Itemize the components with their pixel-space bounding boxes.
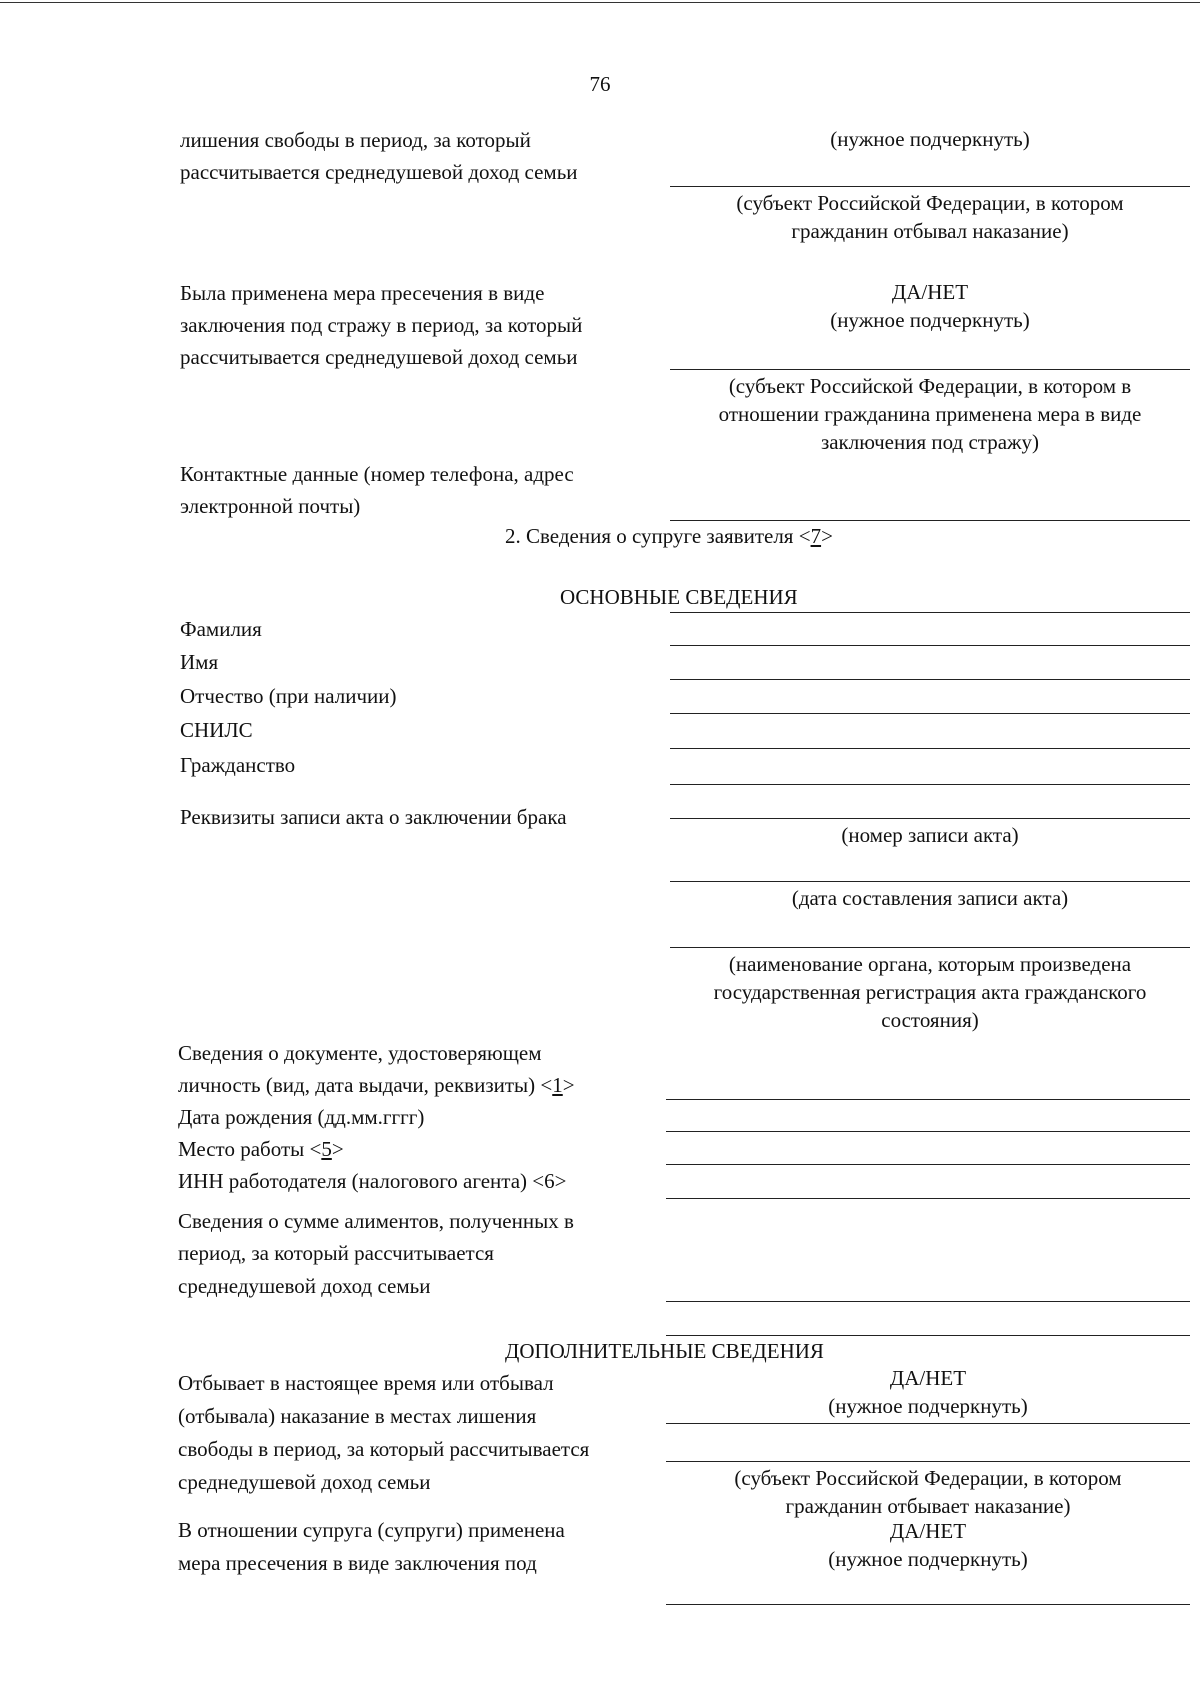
alimony-label-line2: период, за который рассчитывается <box>178 1241 494 1265</box>
hint-organ-line3: состояния) <box>881 1008 979 1032</box>
section2-title <box>505 520 833 552</box>
act-number-input[interactable] <box>670 818 1190 819</box>
footnote-ref-5[interactable]: 5 <box>321 1137 332 1161</box>
alimony-label-line1: Сведения о сумме алиментов, полученных в <box>178 1209 574 1233</box>
section2-title-suffix: > <box>821 524 833 548</box>
employer-inn-label: ИНН работодателя (налогового агента) <6> <box>178 1169 567 1193</box>
patronymic-input[interactable] <box>670 713 1190 714</box>
q1-yes-no[interactable]: ДА/НЕТ <box>889 1366 967 1390</box>
id-doc-label-line2 <box>178 1069 575 1101</box>
block1-hint-region-line1: (субъект Российской Федерации, в котором <box>736 191 1124 215</box>
block2-hint-region-line3: заключения под стражу) <box>820 430 1040 454</box>
workplace-label <box>178 1133 344 1165</box>
marriage-record-label: Реквизиты записи акта о заключении брака <box>180 805 567 829</box>
block1-hint-region-line2: гражданин отбывал наказание) <box>791 219 1069 243</box>
q1-label-line3: свободы в период, за который рассчитывается <box>178 1437 590 1461</box>
birth-date-input[interactable] <box>666 1131 1190 1132</box>
block2-hint-underline: (нужное подчеркнуть) <box>830 308 1030 332</box>
snils-input[interactable] <box>670 748 1190 749</box>
snils-label: СНИЛС <box>180 718 253 742</box>
contacts-label-line2: электронной почты) <box>180 494 361 518</box>
page-number: 76 <box>589 72 611 96</box>
citizenship-label: Гражданство <box>180 753 296 777</box>
q2-region-input[interactable] <box>666 1604 1190 1605</box>
id-doc-text: личность (вид, дата выдачи, реквизиты) < <box>178 1073 553 1097</box>
q2-label-line2: мера пресечения в виде заключения под <box>178 1551 537 1575</box>
surname-label: Фамилия <box>180 617 262 641</box>
birth-date-label: Дата рождения (дд.мм.гггг) <box>178 1105 425 1129</box>
section2-title-text: 2. Сведения о супруге заявителя < <box>505 524 811 548</box>
q1-hint-region-line2: гражданин отбывает наказание) <box>785 1494 1071 1518</box>
q1-label-line2: (отбывала) наказание в местах лишения <box>178 1404 537 1428</box>
block2-label-line1: Была применена мера пресечения в виде <box>180 281 545 305</box>
patronymic-label: Отчество (при наличии) <box>180 684 397 708</box>
block2-yes-no[interactable]: ДА/НЕТ <box>891 280 969 304</box>
name-input[interactable] <box>670 679 1190 680</box>
footnote-ref-7[interactable]: 7 <box>810 524 822 548</box>
q2-label-line1: В отношении супруга (супруги) применена <box>178 1518 565 1542</box>
q2-yes-no[interactable]: ДА/НЕТ <box>889 1519 967 1543</box>
block1-label-line2: рассчитывается среднедушевой доход семьи <box>180 160 578 184</box>
block2-label-line2: заключения под стражу в период, за который <box>180 313 583 337</box>
id-doc-input[interactable] <box>666 1099 1190 1100</box>
workplace-suffix: > <box>331 1137 344 1161</box>
block2-region-input[interactable] <box>670 369 1190 370</box>
basic-info-heading: ОСНОВНЫЕ СВЕДЕНИЯ <box>560 585 798 609</box>
employer-inn-input[interactable] <box>666 1198 1190 1199</box>
citizenship-input[interactable] <box>670 784 1190 785</box>
alimony-input[interactable] <box>666 1301 1190 1302</box>
block2-hint-region-line1: (субъект Российской Федерации, в котором в <box>728 374 1132 398</box>
hint-act-number: (номер записи акта) <box>841 823 1019 847</box>
hint-organ-line2: государственная регистрация акта гражданского <box>713 980 1147 1004</box>
block1-label-line1: лишения свободы в период, за который <box>180 128 531 152</box>
workplace-text: Место работы < <box>178 1137 322 1161</box>
q1-hint-region-line1: (субъект Российской Федерации, в котором <box>734 1466 1122 1490</box>
block1-region-input[interactable] <box>670 186 1190 187</box>
q1-region-input[interactable] <box>666 1461 1190 1462</box>
surname-input[interactable] <box>670 645 1190 646</box>
q1-label-line4: среднедушевой доход семьи <box>178 1470 431 1494</box>
alimony-label-line3: среднедушевой доход семьи <box>178 1274 431 1298</box>
contacts-label-line1: Контактные данные (номер телефона, адрес <box>180 462 574 486</box>
q1-hint-underline: (нужное подчеркнуть) <box>828 1394 1028 1418</box>
id-doc-label-line1: Сведения о документе, удостоверяющем <box>178 1041 542 1065</box>
hint-organ-line1: (наименование органа, которым произведена <box>728 952 1132 976</box>
q1-label-line1: Отбывает в настоящее время или отбывал <box>178 1371 554 1395</box>
block2-label-line3: рассчитывается среднедушевой доход семьи <box>180 345 578 369</box>
hint-act-date: (дата составления записи акта) <box>791 886 1069 910</box>
top-border-line <box>0 2 1200 3</box>
id-doc-suffix: > <box>562 1073 575 1097</box>
heading-rule <box>670 612 1190 613</box>
additional-info-heading: ДОПОЛНИТЕЛЬНЫЕ СВЕДЕНИЯ <box>505 1339 824 1363</box>
footnote-ref-1[interactable]: 1 <box>552 1073 563 1097</box>
block1-hint-underline: (нужное подчеркнуть) <box>830 127 1030 151</box>
q2-hint-underline: (нужное подчеркнуть) <box>828 1547 1028 1571</box>
registry-organ-input[interactable] <box>670 947 1190 948</box>
q1-answer-input[interactable] <box>666 1423 1190 1424</box>
act-date-input[interactable] <box>670 881 1190 882</box>
workplace-input[interactable] <box>666 1164 1190 1165</box>
name-label: Имя <box>180 650 219 674</box>
block2-hint-region-line2: отношении гражданина применена мера в виде <box>718 402 1142 426</box>
